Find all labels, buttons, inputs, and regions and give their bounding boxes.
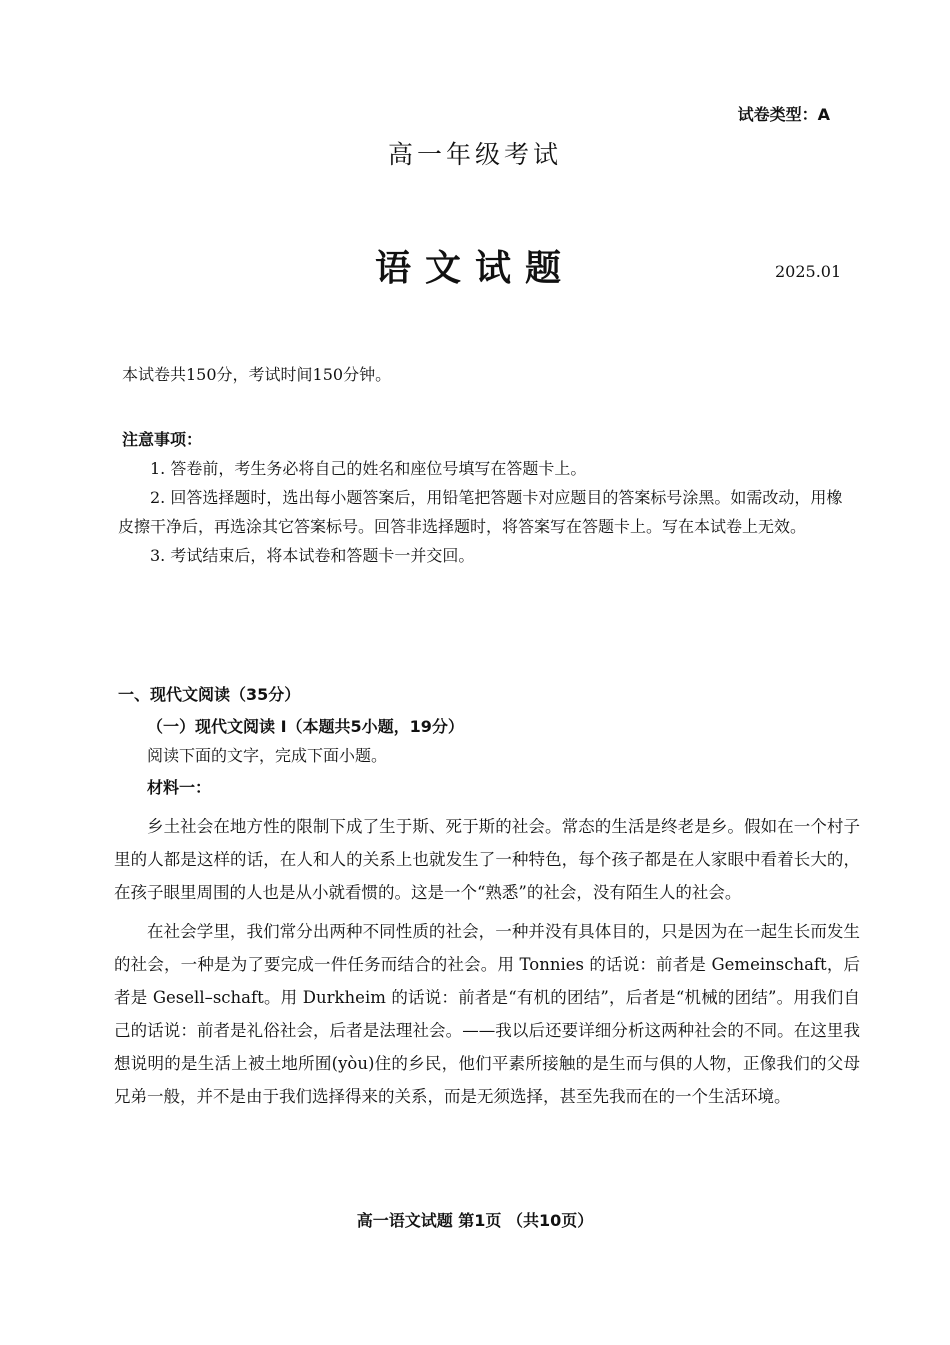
section-title: 一、现代文阅读（35分） xyxy=(118,685,301,704)
material-label: 材料一： xyxy=(147,778,212,797)
instruction: 阅读下面的文字，完成下面小题。 xyxy=(147,746,388,765)
grade-title: 高一年级考试 xyxy=(387,140,562,169)
notice-item: 2. 回答选择题时，选出每小题答案后，用铅笔把答题卡对应题目的答案标号涂黑。如需改动，用橡皮擦干净后，再选涂其它答案标号。回答非选择题时，将答案写在答题卡上。写在本试卷上无效。 xyxy=(118,488,843,536)
passage-paragraph: 乡土社会在地方性的限制下成了生于斯、死于斯的社会。常态的生活是终老是乡。假如在一个村子里的人都是这样的话，在人和人的关系上也就发生了一种特色，每个孩子都是在人家眼中看着长大的，在孩子眼里周围的人也是从小就看惯的。这是一个“熟悉”的社会，没有陌生人的社会。 xyxy=(114,817,860,902)
reading-passage xyxy=(114,810,860,1119)
page-footer: 高一语文试题 第1页 （共10页） xyxy=(356,1211,594,1230)
paper-type-label: 试卷类型：A xyxy=(737,105,830,124)
subsection-title: （一）现代文阅读 I（本题共5小题，19分） xyxy=(147,717,464,736)
notice-title: 注意事项： xyxy=(122,430,203,449)
notice-list xyxy=(118,454,848,570)
subject-title: 语文试题 xyxy=(374,247,575,289)
notice-item: 3. 考试结束后，将本试卷和答题卡一并交回。 xyxy=(150,546,475,565)
passage-paragraph: 在社会学里，我们常分出两种不同性质的社会，一种并没有具体目的，只是因为在一起生长而发生的社会，一种是为了要完成一件任务而结合的社会。用 Tonnies 的话说：前者是 Gemeinschaft，后者是 Gesell–schaft。用 Durkheim 的话说：前者是“有机的团结”，后者是“机械的团结”。用我们自己的话说：前者是礼俗社会，后者是法理社会。——我以后还要详细分析这两种社会的不同。在这里我想说明的是生活上被土地所囿(yòu)住的乡民，他们平素所接触的是生而与俱的人物，正像我们的父母兄弟一般，并不是由于我们选择得来的关系，而是无须选择，甚至先我而在的一个生活环境。 xyxy=(114,922,860,1106)
exam-date: 2025.01 xyxy=(775,262,842,281)
exam-info: 本试卷共150分，考试时间150分钟。 xyxy=(122,365,392,384)
notice-item: 1. 答卷前，考生务必将自己的姓名和座位号填写在答题卡上。 xyxy=(150,459,587,478)
